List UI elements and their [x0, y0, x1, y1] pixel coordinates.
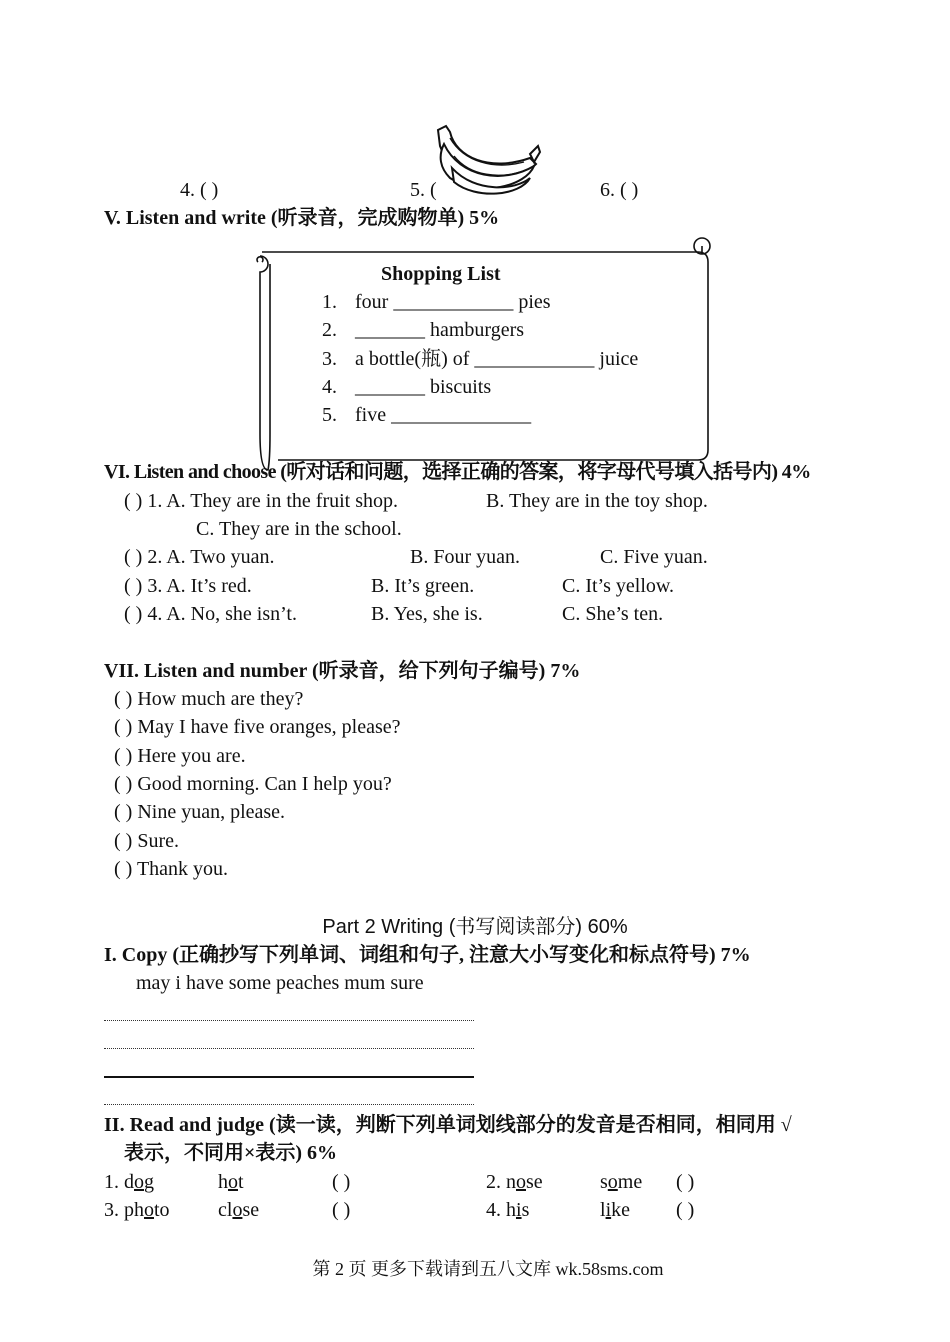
word-b: like [600, 1199, 631, 1221]
writing-line[interactable] [104, 1104, 474, 1105]
q1-option-a: ( ) 1. A. They are in the fruit shop. [124, 490, 399, 512]
shopping-item-text: five ______________ [355, 404, 532, 426]
shopping-item-num: 3. [322, 348, 337, 370]
q3-option-a: ( ) 3. A. It’s red. [124, 575, 252, 597]
judge-item-2 [486, 1168, 543, 1196]
number-item: ( ) May I have five oranges, please? [114, 716, 401, 738]
judge-item-1 [104, 1168, 154, 1196]
judge-section-title: II. Read and judge (读一读，判断下列单词划线部分的发音是否相同，相同用 √ [104, 1114, 792, 1136]
judge-item-3 [104, 1196, 170, 1224]
q3-option-b: B. It’s green. [371, 575, 475, 597]
shopping-item-num: 5. [322, 404, 337, 426]
shopping-item-text: a bottle(瓶) of ____________ juice [355, 348, 639, 370]
answer-paren[interactable]: ( ) [332, 1199, 351, 1221]
question-4-paren: 4. ( ) [180, 179, 219, 201]
writing-baseline[interactable] [104, 1076, 474, 1078]
section-vi-title: VI. Listen and choose (听对话和问题，选择正确的答案，将字母代号填入括号内) 4% [104, 461, 811, 483]
word-a: dog [124, 1171, 154, 1193]
number-item: ( ) Nine yuan, please. [114, 801, 286, 823]
q2-option-a: ( ) 2. A. Two yuan. [124, 546, 275, 568]
writing-line[interactable] [104, 1020, 474, 1021]
number-item: ( ) Here you are. [114, 745, 246, 767]
q4-option-b: B. Yes, she is. [371, 603, 483, 625]
item-number: 3. [104, 1199, 119, 1221]
word-a: photo [124, 1199, 170, 1221]
shopping-item-num: 2. [322, 319, 337, 341]
q2-option-b: B. Four yuan. [410, 546, 520, 568]
copy-source-text: may i have some peaches mum sure [136, 972, 424, 994]
shopping-item-text: four ____________ pies [355, 291, 551, 313]
part2-title: Part 2 Writing (书写阅读部分) 60% [322, 916, 628, 938]
q1-option-b: B. They are in the toy shop. [486, 490, 708, 512]
q4-option-c: C. She’s ten. [562, 603, 664, 625]
word-b: hot [218, 1171, 244, 1193]
q3-option-c: C. It’s yellow. [562, 575, 675, 597]
section-v-title: V. Listen and write (听录音，完成购物单) 5% [104, 207, 500, 229]
word-a: nose [506, 1171, 543, 1193]
answer-paren[interactable]: ( ) [332, 1171, 351, 1193]
writing-line[interactable] [104, 1048, 474, 1049]
item-number: 2. [486, 1171, 501, 1193]
word-b: close [218, 1199, 260, 1221]
number-item: ( ) How much are they? [114, 688, 304, 710]
copy-section-title: I. Copy (正确抄写下列单词、词组和句子, 注意大小写变化和标点符号) 7% [104, 944, 751, 966]
number-item: ( ) Thank you. [114, 858, 229, 880]
shopping-item-num: 1. [322, 291, 337, 313]
judge-item-4 [486, 1196, 529, 1224]
word-b: some [600, 1171, 643, 1193]
question-5-paren: 5. ( [410, 179, 437, 201]
q4-option-a: ( ) 4. A. No, she isn’t. [124, 603, 297, 625]
q1-option-c: C. They are in the school. [196, 518, 402, 540]
shopping-item-text: _______ biscuits [355, 376, 492, 398]
answer-paren[interactable]: ( ) [676, 1171, 695, 1193]
judge-section-title-cont: 表示，不同用×表示) 6% [124, 1142, 338, 1164]
item-number: 4. [486, 1199, 501, 1221]
section-vii-title: VII. Listen and number (听录音，给下列句子编号) 7% [104, 660, 581, 682]
shopping-list-title: Shopping List [381, 263, 501, 285]
shopping-item-text: _______ hamburgers [355, 319, 525, 341]
page-footer: 第 2 页 更多下载请到五八文库 wk.58sms.com [312, 1259, 664, 1279]
shopping-item-num: 4. [322, 376, 337, 398]
answer-paren[interactable]: ( ) [676, 1199, 695, 1221]
banana-image [430, 124, 542, 198]
item-number: 1. [104, 1171, 119, 1193]
number-item: ( ) Sure. [114, 830, 179, 852]
number-item: ( ) Good morning. Can I help you? [114, 773, 392, 795]
q2-option-c: C. Five yuan. [600, 546, 708, 568]
word-a: his [506, 1199, 530, 1221]
question-6-paren: 6. ( ) [600, 179, 639, 201]
